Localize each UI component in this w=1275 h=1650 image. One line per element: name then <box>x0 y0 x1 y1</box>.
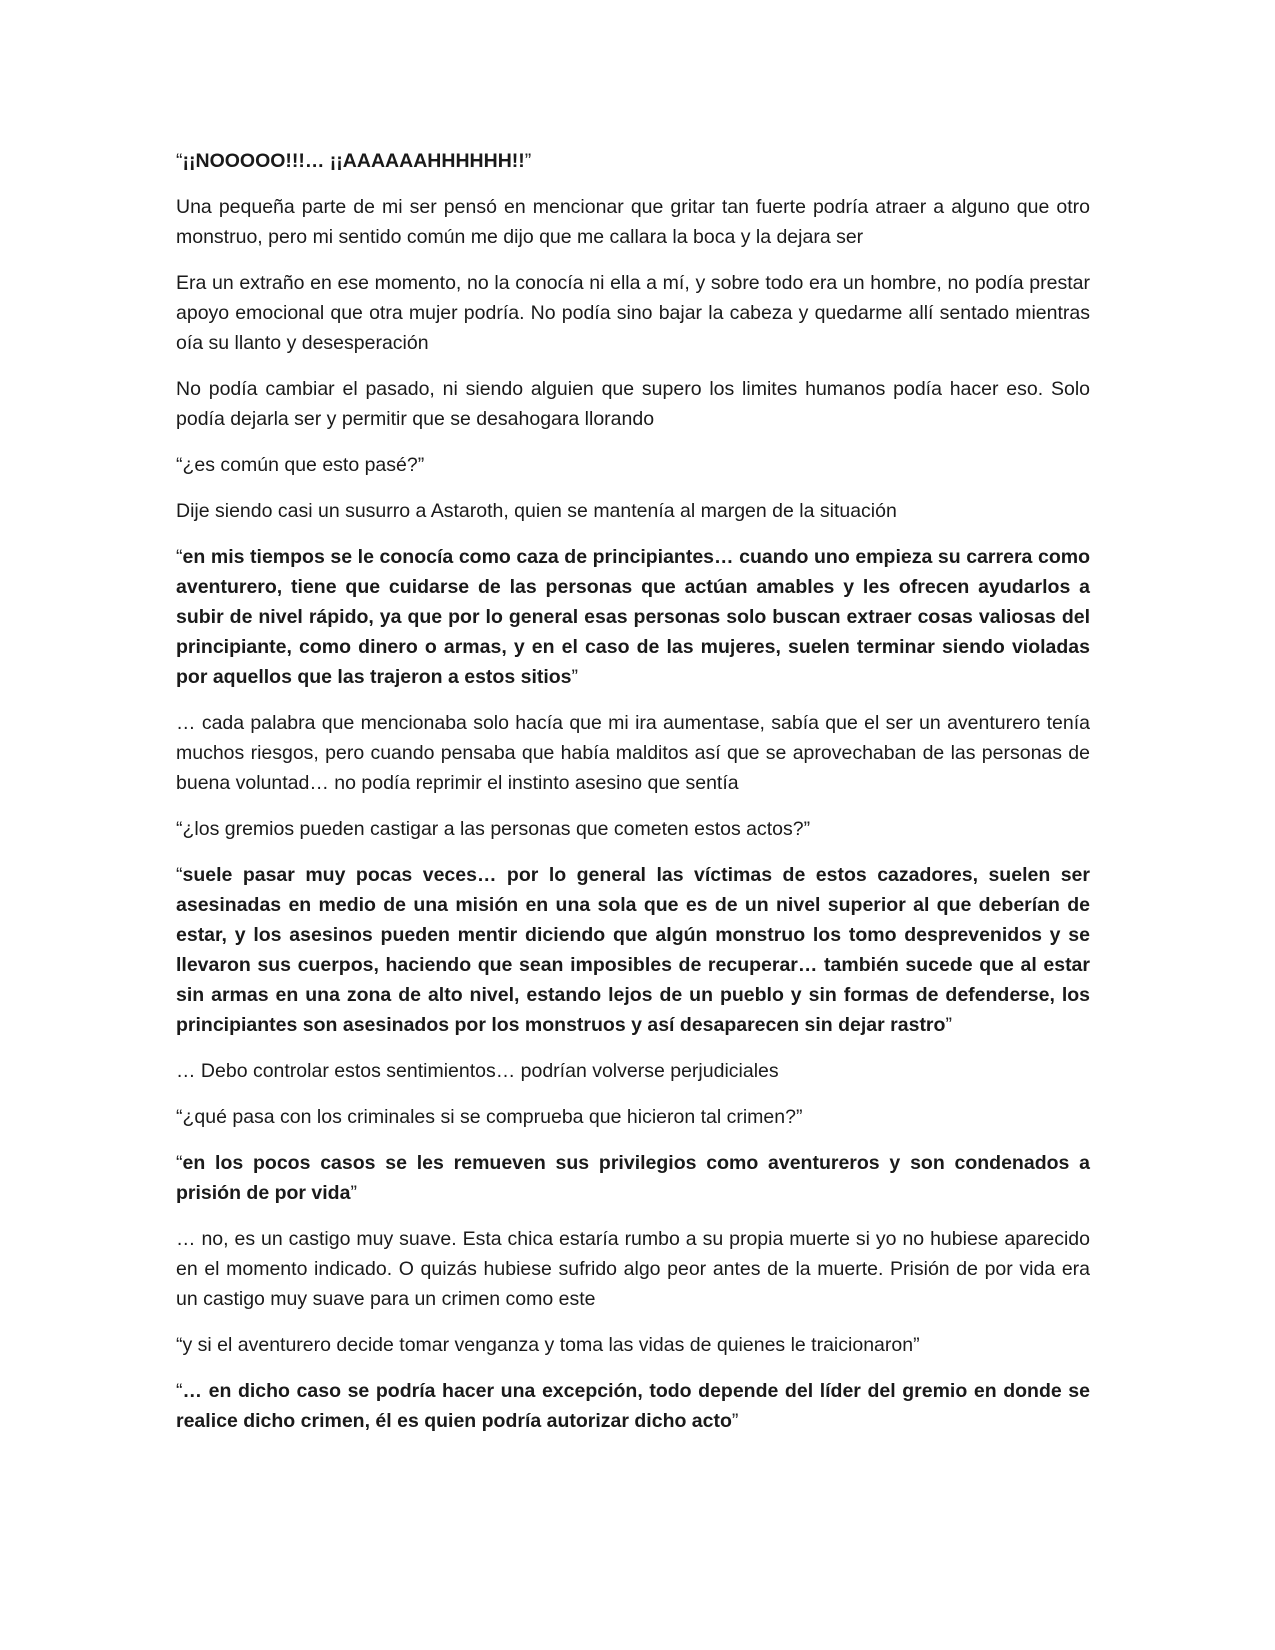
close-quote: ” <box>524 150 532 172</box>
paragraph-11: … Debo controlar estos sentimientos… podrían volverse perjudiciales <box>176 1060 779 1082</box>
paragraph-4: No podía cambiar el pasado, ni siendo alguien que supero los limites humanos podía hacer eso. Solo podía dejarla ser y permitir que se desahogara llorando <box>176 378 1090 430</box>
paragraph-3: Era un extraño en ese momento, no la conocía ni ella a mí, y sobre todo era un hombre, no podía prestar apoyo emocional que otra mujer podría. No podía sino bajar la cabeza y quedarme allí sentado mientras oía su llanto y desesperación <box>176 272 1090 354</box>
close-quote: ” <box>571 666 579 688</box>
open-quote: “ <box>176 546 183 568</box>
paragraph-7 <box>176 542 1090 692</box>
open-quote: “ <box>176 150 183 172</box>
open-quote: “ <box>176 1380 183 1402</box>
paragraph-12: “¿qué pasa con los criminales si se comprueba que hicieron tal crimen?” <box>176 1106 803 1128</box>
dialogue-text: … en dicho caso se podría hacer una excepción, todo depende del líder del gremio en donde se realice dicho crimen, él es quien podría autorizar dicho acto <box>176 1380 1090 1432</box>
paragraph-16 <box>176 1376 1090 1436</box>
paragraph-6: Dije siendo casi un susurro a Astaroth, quien se mantenía al margen de la situación <box>176 500 897 522</box>
paragraph-9: “¿los gremios pueden castigar a las personas que cometen estos actos?” <box>176 818 811 840</box>
dialogue-text: suele pasar muy pocas veces… por lo general las víctimas de estos cazadores, suelen ser asesinadas en medio de una misión en una sola que es de un nivel superior al que deberían de estar, y los asesinos pueden mentir diciendo que algún monstruo los tomo desprevenidos y se llevaron sus cuerpos, haciendo que sean imposibles de recuperar… también sucede que al estar sin armas en una zona de alto nivel, estando lejos de un pueblo y sin formas de defenderse, los principiantes son asesinados por los monstruos y así desaparecen sin dejar rastro <box>176 864 1090 1036</box>
dialogue-text: en los pocos casos se les remueven sus privilegios como aventureros y son condenados a prisión de por vida <box>176 1152 1090 1204</box>
open-quote: “ <box>176 1152 183 1174</box>
paragraph-1 <box>176 146 1090 176</box>
dialogue-text: en mis tiempos se le conocía como caza de principiantes… cuando uno empieza su carrera como aventurero, tiene que cuidarse de las personas que actúan amables y les ofrecen ayudarlos a subir de nivel rápido, ya que por lo general esas personas solo buscan extraer cosas valiosas del principiante, como dinero o armas, y en el caso de las mujeres, suelen terminar siendo violadas por aquellos que las trajeron a estos sitios <box>176 546 1090 688</box>
dialogue-text: ¡¡NOOOOO!!!… ¡¡AAAAAAHHHHHH!! <box>182 150 525 172</box>
paragraph-2: Una pequeña parte de mi ser pensó en mencionar que gritar tan fuerte podría atraer a alguno que otro monstruo, pero mi sentido común me dijo que me callara la boca y la dejara ser <box>176 196 1090 248</box>
open-quote: “ <box>176 864 183 886</box>
close-quote: ” <box>731 1410 739 1432</box>
paragraph-15: “y si el aventurero decide tomar venganza y toma las vidas de quienes le traicionaron” <box>176 1334 920 1356</box>
paragraph-14: … no, es un castigo muy suave. Esta chica estaría rumbo a su propia muerte si yo no hubiese aparecido en el momento indicado. O quizás hubiese sufrido algo peor antes de la muerte. Prisión de por vida era un castigo muy suave para un crimen como este <box>176 1228 1090 1310</box>
paragraph-8: … cada palabra que mencionaba solo hacía que mi ira aumentase, sabía que el ser un aventurero tenía muchos riesgos, pero cuando pensaba que había malditos así que se aprovechaban de las personas de buena voluntad… no podía reprimir el instinto asesino que sentía <box>176 712 1090 794</box>
document-page <box>176 146 1090 1452</box>
paragraph-13 <box>176 1148 1090 1208</box>
close-quote: ” <box>350 1182 357 1204</box>
paragraph-5: “¿es común que esto pasé?” <box>176 454 425 476</box>
paragraph-10 <box>176 860 1090 1040</box>
close-quote: ” <box>945 1014 952 1036</box>
